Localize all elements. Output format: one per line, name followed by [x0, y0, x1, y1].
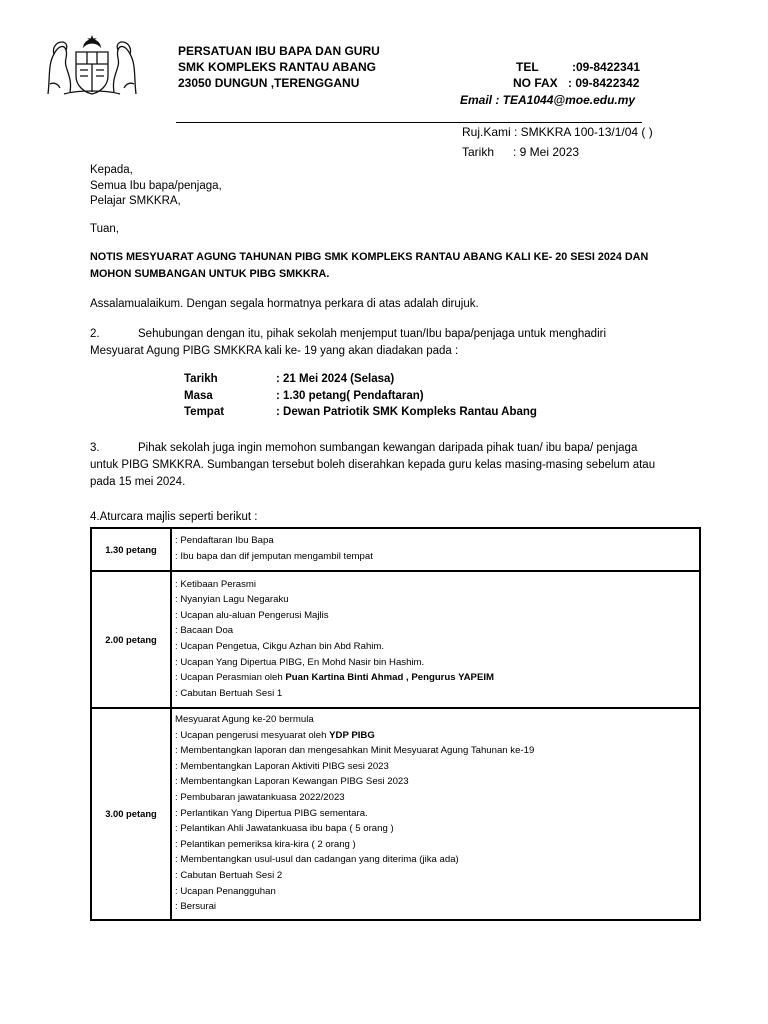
detail-value-venue: : Dewan Patriotik SMK Kompleks Rantau Abang: [276, 406, 537, 418]
list-item: : Nyanyian Lagu Negaraku: [175, 594, 289, 606]
table-row: [91, 708, 700, 920]
list-item: : Ibu bapa dan dif jemputan mengambil tempat: [175, 551, 373, 562]
list-item: : Bacaan Doa: [175, 625, 234, 637]
recipient-line-3: Pelajar SMKKRA,: [90, 195, 181, 207]
para2-line-2: Mesyuarat Agung PIBG SMKKRA kali ke- 19 yang akan diadakan pada :: [90, 345, 459, 357]
list-item: : Pelantikan pemeriksa kira-kira ( 2 orang ): [175, 838, 356, 850]
perasmian-prefix: : Ucapan Perasmian oleh: [175, 672, 286, 684]
para3-number: 3.: [90, 442, 100, 454]
tel-label: TEL: [516, 60, 539, 74]
agenda-items-cell: [171, 708, 700, 920]
list-item: [175, 670, 696, 686]
fax-label: NO FAX: [513, 76, 558, 90]
org-address: 23050 DUNGUN ,TERENGGANU: [178, 76, 360, 90]
list-item: : Cabutan Bertuah Sesi 2: [175, 869, 283, 881]
intro-paragraph: Assalamualaikum. Dengan segala hormatnya perkara di atas adalah dirujuk.: [90, 298, 479, 310]
list-item: [175, 728, 696, 744]
agenda-heading: 4.Aturcara majlis seperti berikut :: [90, 511, 258, 523]
detail-value-time: : 1.30 petang( Pendaftaran): [276, 390, 424, 402]
recipient-line-1: Kepada,: [90, 164, 133, 176]
salutation: Tuan,: [90, 223, 119, 235]
date-value: : 9 Mei 2023: [513, 145, 580, 159]
list-item: : Membentangkan Laporan Kewangan PIBG Sesi 2023: [175, 776, 409, 788]
detail-label-date: Tarikh: [184, 373, 218, 385]
list-item: : Membentangkan usul-usul dan cadangan yang diterima (jika ada): [175, 854, 459, 866]
org-name: PERSATUAN IBU BAPA DAN GURU: [178, 44, 380, 58]
time-cell: 1.30 petang: [91, 528, 171, 571]
list-item: : Ucapan Pengetua, Cikgu Azhan bin Abd Rahim.: [175, 641, 385, 652]
list-item: : Membentangkan laporan dan mengesahkan Minit Mesyuarat Agung Tahunan ke-19: [175, 745, 535, 757]
list-item: : Bersurai: [175, 901, 217, 913]
para2-line-1: Sehubungan dengan itu, pihak sekolah menjemput tuan/Ibu bapa/penjaga untuk menghadiri: [138, 328, 607, 340]
reference-number: Ruj.Kami : SMKKRA 100-13/1/04 ( ): [462, 125, 653, 139]
list-item: : Ucapan alu-aluan Pengerusi Majlis: [175, 609, 329, 621]
agenda-items-cell: [171, 528, 700, 571]
agenda-items-cell: [171, 571, 700, 708]
chair-name: YDP PIBG: [329, 729, 375, 741]
header-divider: [176, 122, 642, 123]
coat-of-arms-logo: [44, 34, 140, 98]
list-item: : Perlantikan Yang Dipertua PIBG sementara.: [175, 807, 368, 819]
para3-line-1: Pihak sekolah juga ingin memohon sumbangan kewangan daripada pihak tuan/ ibu bapa/ penjaga: [138, 442, 638, 454]
subject-line-1: NOTIS MESYUARAT AGUNG TAHUNAN PIBG SMK KOMPLEKS RANTAU ABANG KALI KE- 20 SESI 2024 DAN: [90, 251, 649, 263]
tel-value: :09-8422341: [572, 60, 641, 74]
list-item: : Membentangkan Laporan Aktiviti PIBG sesi 2023: [175, 760, 389, 772]
time-cell: 3.00 petang: [91, 708, 171, 920]
para3-line-3: pada 15 mei 2024.: [90, 476, 186, 488]
table-row: [91, 571, 700, 708]
list-item: : Pembubaran jawatankuasa 2022/2023: [175, 791, 345, 803]
list-item: : Ketibaan Perasmi: [175, 578, 257, 590]
fax-value: : 09-8422342: [568, 76, 640, 90]
school-name: SMK KOMPLEKS RANTAU ABANG: [178, 60, 376, 74]
list-item: : Cabutan Bertuah Sesi 1: [175, 687, 283, 699]
recipient-line-2: Semua Ibu bapa/penjaga,: [90, 180, 222, 192]
detail-label-venue: Tempat: [184, 406, 225, 418]
list-item: : Pelantikan Ahli Jawatankuasa ibu bapa ( 5 orang ): [175, 823, 394, 835]
detail-label-time: Masa: [184, 390, 213, 402]
para3-line-2: untuk PIBG SMKKRA. Sumbangan tersebut boleh diserahkan kepada guru kelas masing-masing sebelum atau: [90, 459, 656, 471]
list-item: : Pendaftaran Ibu Bapa: [175, 535, 274, 547]
subject-line-2: MOHON SUMBANGAN UNTUK PIBG SMKKRA.: [90, 268, 330, 280]
perasmi-name: Puan Kartina Binti Ahmad , Pengurus YAPEIM: [285, 672, 495, 684]
time-cell: 2.00 petang: [91, 571, 171, 708]
table-row: [91, 528, 700, 571]
list-item: : Ucapan Penangguhan: [175, 885, 276, 897]
detail-value-date: : 21 Mei 2024 (Selasa): [276, 373, 395, 385]
date-label: Tarikh: [462, 145, 495, 159]
para2-number: 2.: [90, 328, 100, 340]
email-address: Email : TEA1044@moe.edu.my: [460, 93, 636, 107]
agenda-table: [90, 527, 701, 921]
chair-prefix: : Ucapan pengerusi mesyuarat oleh: [175, 729, 330, 741]
list-item: Mesyuarat Agung ke-20 bermula: [175, 714, 314, 725]
list-item: : Ucapan Yang Dipertua PIBG, En Mohd Nasir bin Hashim.: [175, 656, 425, 668]
